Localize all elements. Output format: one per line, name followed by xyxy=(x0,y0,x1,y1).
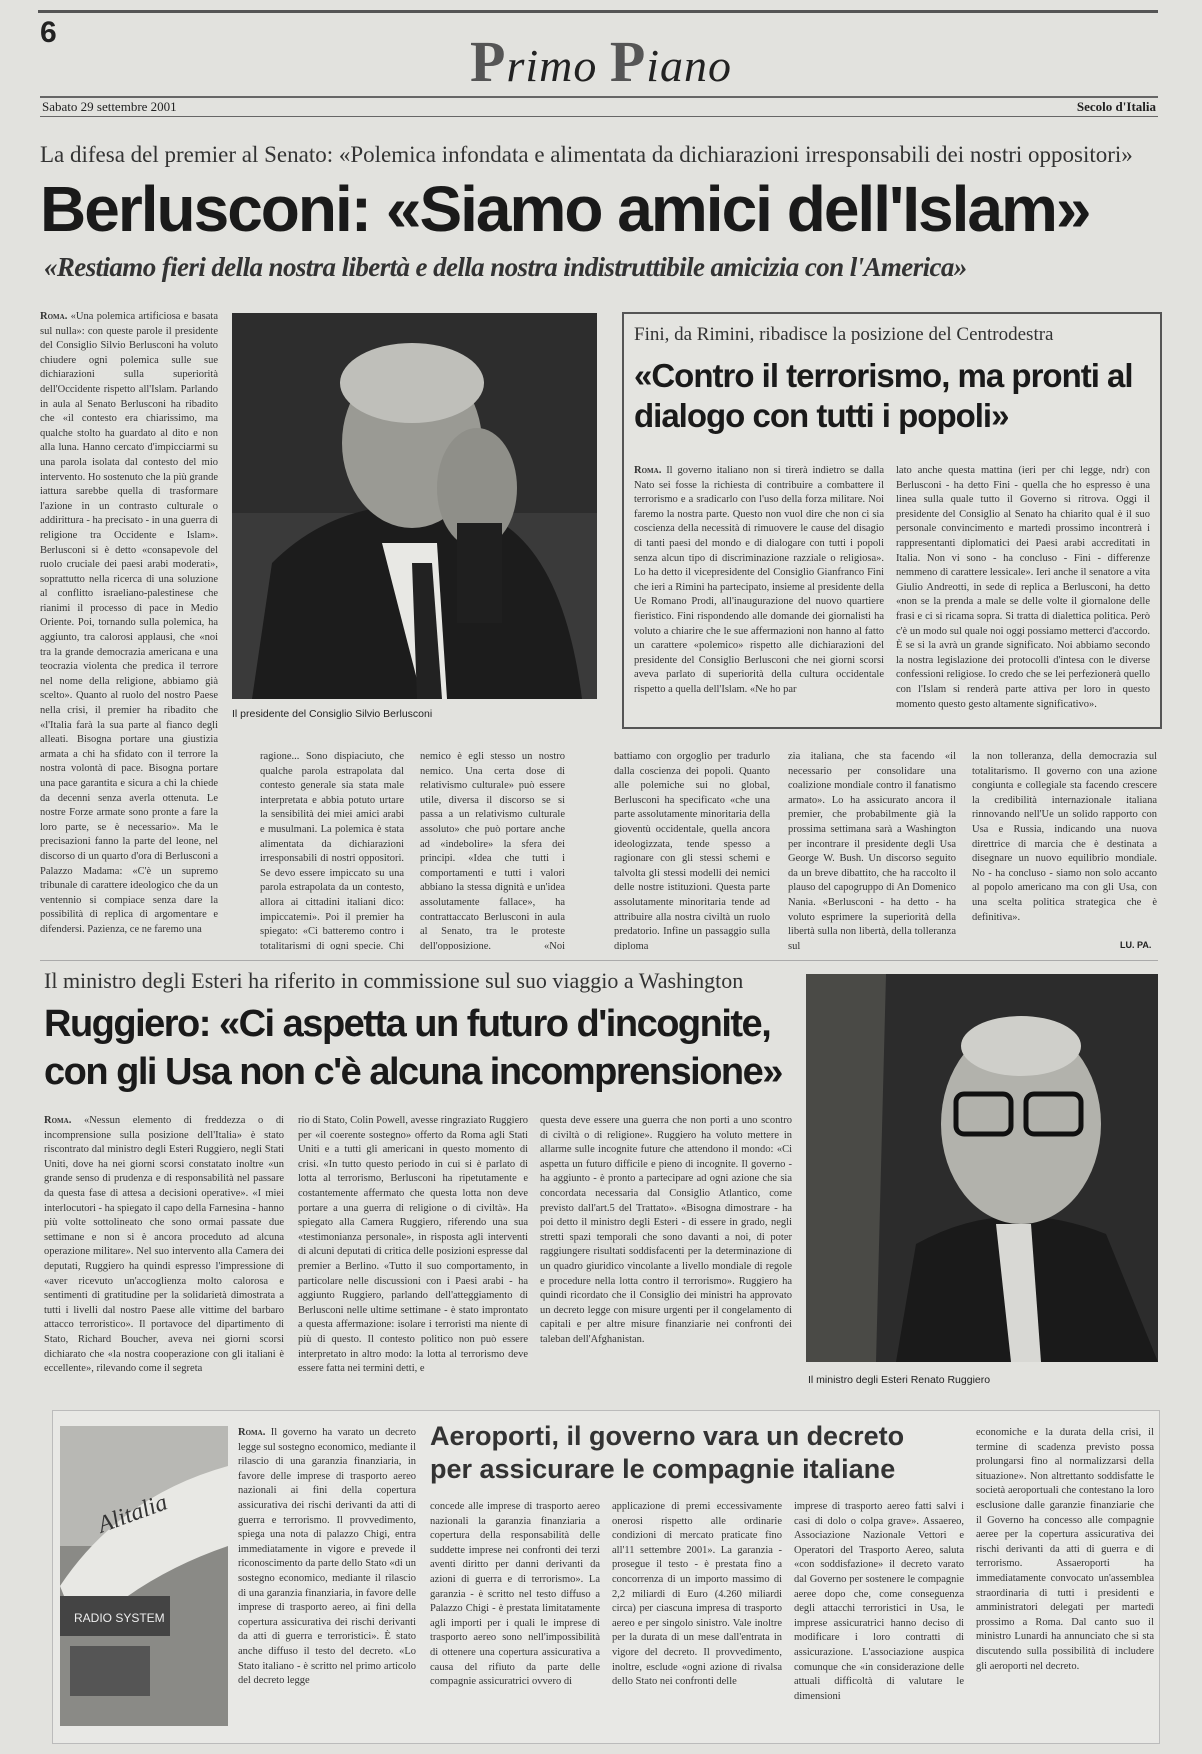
article2-column-3: questa deve essere una guerra che non porti a uno scontro di civiltà o di religione». Ruggiero ha voluto mettere in allarme sulle incognite future che attendono il mondo: «Ci aspetta un futuro difficile e pieno di incognite. Il governo - ha aggiunto - è pronto a partecipare ad ogni azione che sia concordata necessaria dal Consiglio Atlantico, come previsto dall'art.5 del Trattato». «Bisogna dimostrare - ha poi detto il ministro degli Esteri - di essere in grado, negli stretti spazi temporali che sono davanti a noi, di poter raggiungere risultati soddisfacenti per la determinazione di un quadro giuridico vincolante a livello mondiale di regole e procedure nella lotta contro il terrorismo». Ruggiero ha quindi ricordato che il Consiglio dei ministri ha approvato un decreto legge con misure urgenti per il congelamento di capitali e per altre misure finanziarie nei confronti dei taleban dell'Afghanistan. xyxy=(540,1115,792,1345)
issue-date: Sabato 29 settembre 2001 xyxy=(42,99,177,114)
berlusconi-photo xyxy=(232,313,597,699)
page-number: 6 xyxy=(40,16,57,49)
article3-column-1 xyxy=(238,1426,416,1731)
section-title xyxy=(470,28,732,95)
article2-column-2: rio di Stato, Colin Powell, avesse ringraziato Ruggiero per «il coerente sostegno» offerto da Roma agli Stati Uniti e a tutti gli americani in questo momento di crisi. «In tutto questo periodo in cui si è parlato di lotta al terrorismo, Berlusconi ha ripetutamente e costantemente affermato che questa lotta non deve portare a una guerra di religione o di civiltà». Ha spiegato alla Camera Ruggiero, riferendo una sua «testimonianza personale», in risposta agli interventi di alcuni deputati di critica delle posizioni espresse dal premier a Berlino. «Tutto il suo comportamento, in particolare nelle discussioni con i Paesi arabi - ha aggiunto Ruggiero, parlando dell'atteggiamento di Berlusconi nelle ultime settimane - è stato improntato a questa affermazione: isolare i terroristi ma niente di più di questo. Il contesto politico non può essere interpretato in altro modo: la lotta al terrorismo deve essere fatta nei termini detti, e xyxy=(298,1115,528,1375)
article1-kicker: La difesa del premier al Senato: «Polemica infondata e alimentata da dichiarazioni irresponsabili dei nostri oppositori» xyxy=(40,142,1133,167)
ruggiero-portrait-image xyxy=(806,974,1158,1362)
fini-column-1 xyxy=(634,464,884,719)
berlusconi-caption: Il presidente del Consiglio Silvio Berlusconi xyxy=(232,708,433,720)
berlusconi-portrait-image xyxy=(232,313,597,699)
article1-column-4: battiamo con orgoglio per tradurlo dalla coscienza dei popoli. Quanto alle polemiche sui no global, Berlusconi ha specificato «che una parte assolutamente minoritaria della gioventù occidentale, quella ancora ideologizzata, tende spesso a ragionare con gli stessi schemi e talvolta gli stessi modelli dei nemici delle nostre istituzioni. Questa parte assolutamente minoritaria tende ad attribuire alla nostra civiltà un ruolo predatorio. Infine un passaggio sulla diploma xyxy=(614,751,770,950)
section-word-1: rimo xyxy=(506,40,598,91)
alitalia-logo-text: Alitalia xyxy=(94,1489,171,1539)
fini-dateline: Roma. xyxy=(634,465,662,476)
article1-column-1 xyxy=(40,310,218,950)
article2-dateline: Roma. xyxy=(44,1115,72,1126)
section-cap-2: P xyxy=(609,29,647,94)
article1-subhead: «Restiamo fieri della nostra libertà e della nostra indistruttibile amicizia con l'America» xyxy=(44,252,967,282)
article3-column-3: applicazione di premi eccessivamente onerosi rispetto alle ordinarie condizioni di mercato praticate fino all'11 settembre 2001». La garanzia - prosegue il testo - è prestata fino a concorrenza di un importo massimo di 2,2 miliardi di Euro (4.260 miliardi circa) per ciascuna impresa di trasporto aereo e per singolo sinistro. Vale inoltre per la durata di un mese dall'entrata in vigore del decreto. Il provvedimento, inoltre, esclude «ogni azione di rivalsa dello Stato nei confronti delle xyxy=(612,1501,782,1688)
article1-column-3: nemico è egli stesso un nostro nemico. Una certa dose di relativismo culturale» può essere utile, diversa il discorso se si passa a un relativismo culturale assoluto» che può portare anche ad «indebolire» la sfera dei principi. «Idea che tutti i comportamenti e tutti i valori abbiano la stessa dignità e un'idea assolutamente fallace», ha contrattaccato Berlusconi in aula al Senato, tra le proteste dell'opposizione. «Noi xyxy=(420,751,565,950)
dateline-bar xyxy=(40,96,1158,117)
aircraft-photo xyxy=(60,1426,228,1726)
article1-signature: LU. PA. xyxy=(1120,940,1152,950)
top-rule xyxy=(38,10,1158,13)
fini-box xyxy=(622,312,1162,729)
fini-col1-text: Il governo italiano non si tirerà indietro se dalla Nato sei fosse la richiesta di contribuire a combattere il terrorismo e a sradicarlo con l'uso della forza militare. Noi faremo la nostra parte. Questo non vuol dire che non ci sia coscienza della necessità di rimuovere le cause del disagio di tanti paesi del mondo e di dialogare con tutti i popoli senza alcun tipo di discriminazione razziale o religiosa». Lo ha detto il vicepresidente del Consiglio Gianfranco Fini che ieri a Rimini ha partecipato, insieme al presidente della Ue Romano Prodi, all'inaugurazione del nuovo quartiere fieristico. Fini rispondendo alle domande dei giornalisti ha voluto a chiarire che le sue affermazioni non hanno al fatto un carattere «polemico» rispetto alle dichiarazioni del presidente del Consiglio Berlusconi che nei giorni scorsi aveva parlato di superiorità della cultura occidentale rispetto a quella dell'Islam. «Ne ho par xyxy=(634,465,884,695)
article1-column-2: ragione... Sono dispiaciuto, che qualche parola estrapolata dal contesto generale sia stata male interpretata e abbia potuto urtare la sensibilità dei miei amici arabi e musulmani. La polemica è stata alimentata da dichiarazioni irresponsabili di nostri oppositori. Se devo essere impiccato su una parola estrapolata da un contesto, allora ai cittadini italiani dico: impiccatemi». Poi il premier ha spiegato: «Ci batteremo contro i totalitarismi di ogni specie. Chi xyxy=(260,751,404,950)
article3-col1-text: Il governo ha varato un decreto legge sul sostegno economico, mediante il rilascio di una garanzia finanziaria, in favore delle imprese di trasporto aereo nazionali ai fini della copertura assicurativa dei rischi derivanti da atti di guerra e terrorismo. Il provvedimento, spiega una nota di palazzo Chigi, entra immediatamente in vigore e prevede il riconoscimento da parte dello Stato «di un sostegno economico, mediante il rilascio di una garanzia finanziaria, in favore delle imprese di trasporto aereo, ai fini della copertura assicurativa dei rischi derivanti da atti di guerra e terroristici». È stato anche diffuso il testo del decreto. «Lo Stato italiano - è scritto nel primo articolo del decreto legge xyxy=(238,1427,416,1687)
ruggiero-caption: Il ministro degli Esteri Renato Ruggiero xyxy=(808,1374,991,1386)
article2-headline-line1: Ruggiero: «Ci aspetta un futuro d'incognite, xyxy=(44,1003,771,1045)
article2-kicker: Il ministro degli Esteri ha riferito in commissione sul suo viaggio a Washington xyxy=(44,968,744,993)
article2-headline-line2: con gli Usa non c'è alcuna incomprensione» xyxy=(44,1051,782,1093)
article1-column-6: la non tolleranza, della democrazia sul totalitarismo. Il governo con una azione congiunta e collegiale sta facendo crescere la credibilità internazionale italiana rinnovando nell'Ue un solido rapporto con Usa e Russia, indicando una nuova direttrice di marcia che è destinata a disegnare un nuovo equilibrio mondiale. No - ha concluso - siamo non solo accanto al popolo americano ma con gli Usa, con una scelta politica strategica che è definitiva». xyxy=(972,751,1157,923)
article3-column-5: economiche e la durata della crisi, il termine di scadenza previsto possa prolungarsi fino al normalizzarsi della situazione». Non altrettanto soddisfatte le società aeroportuali che contestano la loro esclusione dalle garanzie finanziarie che il Governo ha concesso alle compagnie aeree per la copertura assicurativa dei rischi derivanti da atti di guerra e di terrorismo. Assaeroporti ha immediatamente convocato un'assemblea straordinaria di tutti i presidenti e amministratori delegati per martedì prossimo a Roma. Dal canto suo il ministro Lunardi ha annunciato che si sta discutendo sulla possibilità di includere gli aeroporti nel decreto. xyxy=(976,1427,1154,1672)
article1-column-5: zia italiana, che sta facendo «il necessario per consolidare una coalizione mondiale contro il fanatismo armato». Lo ha assicurato ancora il premier, che probabilmente già la prossima settimana sarà a Washington per incontrare il presidente degli Usa George W. Bush. Un discorso seguito da un breve dibattito, che ha raccolto il plauso del capogruppo di An Domenico Nania. «Berlusconi - ha detto - ha voluto esprimere la superiorità della libertà sulla non libertà, della tolleranza sul xyxy=(788,751,956,950)
article1-headline: Berlusconi: «Siamo amici dell'Islam» xyxy=(40,173,1090,245)
article3-dateline: Roma. xyxy=(238,1427,266,1438)
section-word-2: iano xyxy=(646,40,733,91)
article2-headline xyxy=(44,1000,814,1096)
article3-column-4: imprese di trasporto aereo fatti salvi i casi di dolo o colpa grave». Assaereo, Associazione Nazionale Vettori e Operatori del Trasporto Aereo, saluta «con soddisfazione» il decreto varato dal Governo per sostenere le compagnie aeree dopo che, come conseguenza degli attacchi terroristici in Usa, le imprese assicuratrici hanno deciso di modificare i loro contratti di assicurazione. L'associazione auspica comunque che «in considerazione delle attuali difficoltà di valutare le dimensioni xyxy=(794,1501,964,1702)
article1-col1-text: «Una polemica artificiosa e basata sul nulla»: con queste parole il presidente del Consiglio Silvio Berlusconi ha voluto chiudere ogni polemica sulle sue dichiarazioni sulla superiorità dell'Occidente rispetto all'Islam. Parlando in aula al Senato Berlusconi ha ribadito che «il contesto era chiarissimo, ma qualche stolto ha guardato al dito e non alla luna. Hanno cercato d'impicciarmi su una parola isolata dal contesto del mio intervento. Ho sostenuto che la più grande iattura sarebbe quella di trasformare l'azione in un contrasto culturale o addirittura - ha precisato - in una guerra di religione tra Occidente e Islam». Berlusconi si è detto «consapevole del ruolo cruciale dei paesi arabi moderati», soprattutto nella ricerca di una soluzione al conflitto israeliano-palestinese che rianimi il processo di pace in Medio Oriente. Poi, tornando sulla polemica, ha aggiunto, tra calorosi applausi, che «noi tra la grande democrazia americana e una teocrazia violenta che predica il terrore nel nome della religione, abbiamo già scelto». Quanto al ruolo del nostro Paese nella crisi, il premier ha ribadito che «l'Italia farà la sua parte al fianco degli alleati. Bisogna portare una giustizia armata a chi ha sfidato con il terrore la nostra volontà di pace. Bisogna portare una pace garantita e sicura a chi la chiede da decenni senza averla ottenuta. Le nostre Forze armate sono pronte a fare la loro parte, se è necessario». Ma le precisazioni fanno la parte del leone, nel discorso di un quarto d'ora di Berlusconi a Palazzo Madama: «C'è un supremo tribunale di carattere ideologico che da un ventennio si compiace senza dare la possibilità di replica di argomentare e difendersi. Pazienza, ce ne faremo una xyxy=(40,311,218,935)
fini-headline: «Contro il terrorismo, ma pronti al dialogo con tutti i popoli» xyxy=(634,357,1133,434)
article3-headline: Aeroporti, il governo vara un decreto per assicurare le compagnie italiane xyxy=(430,1421,905,1484)
fini-column-2: lato anche questa mattina (ieri per chi legge, ndr) con Berlusconi - ha detto Fini - quella che ho espresso è una linea sulla quale tutto il Governo si ritrova. Oggi il presidente del Consiglio al Senato ha chiarito qual è il suo personale convincimento e martedì prossimo incontrerà i rappresentanti diplomatici dei Paesi arabi accreditati in Italia. Non vi sono - ha concluso - Fini - differenze nemmeno di carattere lessicale». Ieri anche il senatore a vita Giulio Andreotti, in sede di replica a Berlusconi, ha detto «non se la prenda a male se delle volte il giornalone delle frasi e ci si ricama sopra. Si tratta di dialettica politica. Però c'è un modo sul quale noi oggi possiamo metterci d'accordo. È se si la avrà un grande significato. Noi abbiamo secondo la nostra legislazione dei protocolli d'intesa con le diverse confessioni religiose. Io credo che se lei perfezionerà quello con l'Islam si renderà parte attiva per loro in questo momento questo gesto altamente significativo». xyxy=(896,465,1150,710)
article3-column-2: concede alle imprese di trasporto aereo nazionali la garanzia finanziaria a copertura della responsabilità delle suddette imprese nei confronti dei terzi aventi diritto per danni derivanti da azioni di guerra e di terrorismo». La garanzia - è scritto nel testo diffuso a Palazzo Chigi - è prestata limitatamente agli importi per i quali le imprese di trasporto aereo sono nell'impossibilità di ottenere una copertura assicurativa a causa del rifiuto da parte delle compagnie assicuratrici ovvero di xyxy=(430,1501,600,1688)
fini-kicker: Fini, da Rimini, ribadisce la posizione del Centrodestra xyxy=(634,324,1054,345)
section-divider xyxy=(40,960,1158,961)
ruggiero-photo xyxy=(806,974,1158,1362)
newspaper-name: Secolo d'Italia xyxy=(1076,99,1156,114)
article1-dateline: Roma. xyxy=(40,311,68,322)
section-cap-1: P xyxy=(470,29,507,94)
radio-system-sign: RADIO SYSTEM xyxy=(74,1611,165,1625)
article2-column-1 xyxy=(44,1114,284,1394)
article2-col1-text: «Nessun elemento di freddezza o di incomprensione sulla posizione dell'Italia» è stato riscontrato dal ministro degli Esteri Ruggiero, negli Stati Uniti, dove ha nei giorni scorsi constatato inoltre «un grande senso di prudenza e di responsabilità nel passare da questa fase di attesa a decisioni operative». «I miei interlocutori - ha spiegato il capo della Farnesina - hanno più volte sottolineato che sono ormai passate due settimane e non si è ancora proceduto ad alcuna operazione militare». Nel suo intervento alla Camera dei deputati, Ruggiero ha quindi espresso l'impressione di «aver ricevuto un'accoglienza molto calorosa e sentimenti di gratitudine per la solidarietà dimostrata a tutti i livelli dal nostro Paese alle vittime del barbaro attacco terroristico». Il portavoce del dipartimento di Stato, Richard Boucher, aveva nei giorni scorsi dichiarato che «la nostra cooperazione con gli italiani è eccellente», rilevando come il segreta xyxy=(44,1115,284,1375)
aircraft-image xyxy=(60,1426,228,1726)
